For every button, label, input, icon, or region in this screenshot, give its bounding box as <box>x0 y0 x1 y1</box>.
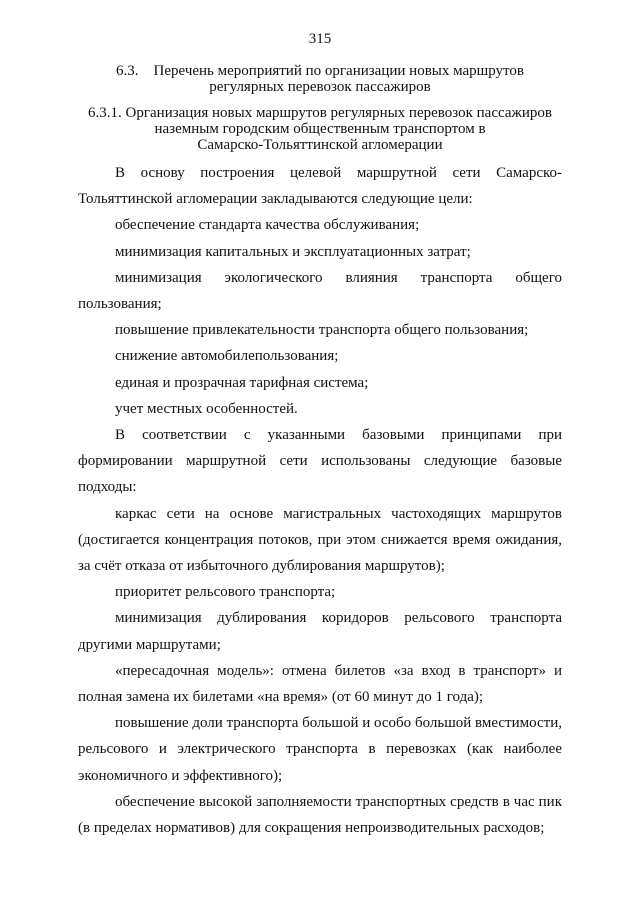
goal-item: минимизация капитальных и эксплуатационных затрат; <box>115 243 471 260</box>
approach-item: «пересадочная модель»: отмена билетов «за вход в транспорт» и полная замена их билетами «на время» (от 60 минут до 1 года); <box>78 662 562 706</box>
subsection-heading <box>0 105 640 153</box>
subsection-heading-line: 6.3.1. Организация новых маршрутов регулярных перевозок пассажиров <box>88 105 552 121</box>
section-heading <box>0 63 640 95</box>
goal-item: минимизация экологического влияния транспорта общего пользования; <box>78 269 562 313</box>
section-heading-line: регулярных перевозок пассажиров <box>209 79 431 95</box>
approach-item: обеспечение высокой заполняемости транспортных средств в час пик (в пределах нормативов) для сокращения непроизводительных расходов; <box>78 793 562 837</box>
subsection-heading-line: наземным городским общественным транспортом в <box>154 121 486 137</box>
page-number: 315 <box>308 31 332 47</box>
approach-item: повышение доли транспорта большой и особо большой вместимости, рельсового и электрического транспорта в перевозках (как наиболее экономичного и эффективного); <box>78 715 562 784</box>
goal-item: повышение привлекательности транспорта общего пользования; <box>115 322 529 339</box>
paragraph-approaches-intro: В соответствии с указанными базовыми принципами при формировании маршрутной сети использованы следующие базовые подходы: <box>78 427 562 496</box>
approach-item: каркас сети на основе магистральных частоходящих маршрутов (достигается концентрация потоков, при этом снижается время ожидания, за счёт отказа от избыточного дублирования маршрутов); <box>78 505 562 575</box>
subsection-heading-line: Самарско-Тольяттинской агломерации <box>197 137 443 153</box>
approach-item: минимизация дублирования коридоров рельсового транспорта другими маршрутами; <box>78 610 562 653</box>
body-text <box>78 160 562 841</box>
goal-item: обеспечение стандарта качества обслуживания; <box>115 217 420 234</box>
goal-item: единая и прозрачная тарифная система; <box>115 374 369 391</box>
approach-item: приоритет рельсового транспорта; <box>115 584 336 601</box>
paragraph-intro: В основу построения целевой маршрутной сети Самарско-Тольяттинской агломерации закладываются следующие цели: <box>78 165 562 208</box>
section-heading-line: 6.3. Перечень мероприятий по организации новых маршрутов <box>116 63 524 79</box>
goal-item: учет местных особенностей. <box>115 400 298 417</box>
goal-item: снижение автомобилепользования; <box>115 348 339 365</box>
